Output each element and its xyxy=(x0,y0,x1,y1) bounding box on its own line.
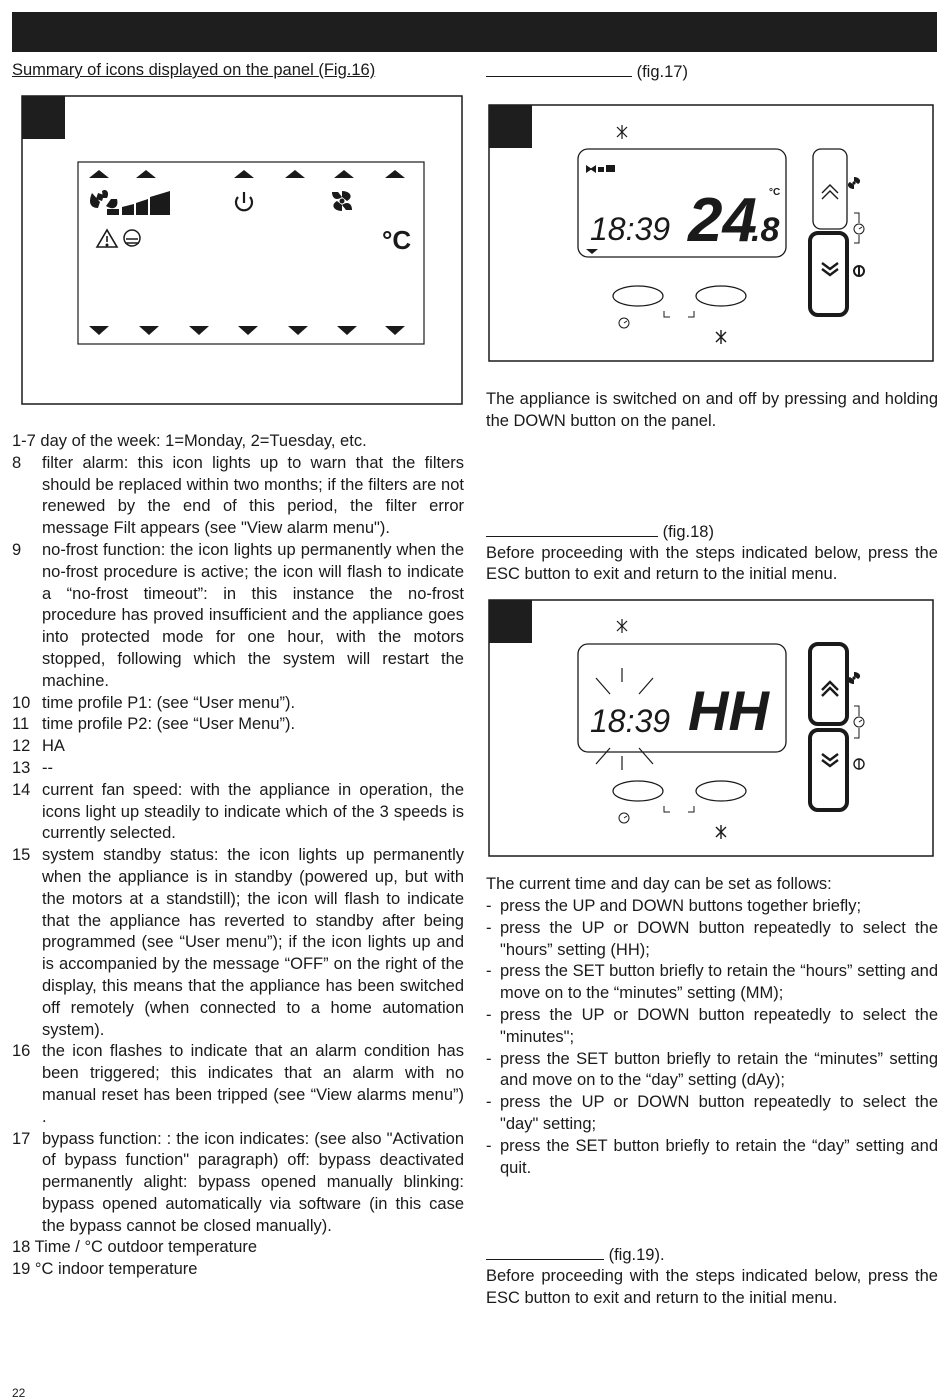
list-item: 17 bypass function: : the icon indicates: (see also "Activation of bypass function" paragraph) off: bypass deactivated permanently alight: bypass opened manually blinking: bypass opened automatically via software (in this case the bypass cannot be closed manually). xyxy=(12,1129,464,1235)
list-item: - press the UP or DOWN button repeatedly to select the "day" setting; xyxy=(486,1093,938,1133)
lcd-temperature-decimal: .8 xyxy=(751,211,780,249)
celsius-unit-label: °C xyxy=(382,225,412,255)
set-button xyxy=(613,781,663,801)
lcd-time-readout: 18:39 xyxy=(590,703,671,740)
fig18-intro: The current time and day can be set as follows: xyxy=(486,875,832,894)
fig17-panel-diagram xyxy=(486,103,938,365)
outdoor-temp-line: 18 Time / °C outdoor temperature xyxy=(12,1238,258,1257)
right-column xyxy=(486,60,938,1310)
lcd-temperature-readout: 24 xyxy=(688,186,757,255)
time-setting-steps xyxy=(486,896,938,1179)
day-of-week-line: 1-7 day of the week: 1=Monday, 2=Tuesday, etc. xyxy=(12,432,367,450)
set-button xyxy=(613,286,663,306)
list-item: 14 current fan speed: with the appliance in operation, the icons light up steadily to indicate which of the 3 speeds is currently selected. xyxy=(12,780,464,843)
list-item: 15 system standby status: the icon lights up permanently when the appliance is in standby (powered up, but with the motors at a standstill); the icon will flash to indicate that the appliance has reverted to standby after being programmed (see “User menu”); if the icon lights up and is accompanied by the message “OFF” on the right of the display, this means that the appliance has been switched off remotely (when connected to a home automation system). xyxy=(12,846,464,1039)
list-item: 8 filter alarm: this icon lights up to warn that the filters should be replaced within two months; if the filters are not renewed by the end of this period, the filter error message Filt appears (see "View alarm menu"). xyxy=(12,453,464,538)
list-item: - press the UP or DOWN button repeatedly to select the "hours” setting (HH); xyxy=(486,918,938,959)
list-item: - press the SET button briefly to retain the “hours” setting and move on to the “minutes” setting (MM); xyxy=(486,962,938,1003)
lcd-setting-readout: HH xyxy=(688,679,769,743)
fig18-pre-text: Before proceeding with the steps indicated below, press the ESC button to exit and return to the initial menu. xyxy=(486,543,938,584)
fig17-text: The appliance is switched on and off by pressing and holding the DOWN button on the panel. xyxy=(486,390,938,430)
fig18-heading: (fig.18) xyxy=(486,520,938,543)
esc-button xyxy=(696,781,746,801)
list-item: 13 -- xyxy=(12,758,53,777)
up-button xyxy=(813,149,847,229)
lcd-time-readout: 18:39 xyxy=(590,211,671,247)
icon-list xyxy=(12,453,464,1238)
down-button xyxy=(810,730,847,810)
fig16-panel-diagram xyxy=(12,95,464,409)
indoor-temp-line: 19 °C indoor temperature xyxy=(12,1260,198,1279)
list-item: - press the UP and DOWN buttons together briefly; xyxy=(486,896,862,915)
icons-summary-heading: Summary of icons displayed on the panel (Fig.16) xyxy=(12,61,376,79)
list-item: 9 no-frost function: the icon lights up permanently when the no-frost procedure is active; the icon will flash to indicate a “no-frost timeout”: in this instance the no-frost procedure has proved insufficient and the appliance goes into protected mode for one hour, with the motors stopped, following which the system will restart the machine. xyxy=(12,540,464,690)
header-bar xyxy=(12,12,937,52)
lcd-unit-label: °C xyxy=(769,187,781,198)
esc-button xyxy=(696,286,746,306)
list-item: - press the SET button briefly to retain the “minutes” setting and move on to the “day” setting (dAy); xyxy=(486,1049,938,1090)
list-item: 11 time profile P2: (see “User Menu”). xyxy=(12,715,296,734)
list-item: 10 time profile P1: (see “User menu”). xyxy=(12,693,296,712)
fig19-heading: (fig.19). xyxy=(486,1243,938,1266)
list-item: - press the UP or DOWN button repeatedly to select the "minutes"; xyxy=(486,1005,938,1046)
left-column xyxy=(12,60,464,1281)
list-item: - press the SET button briefly to retain the “day” setting and quit. xyxy=(486,1136,938,1177)
page-number: 22 xyxy=(12,1386,26,1400)
fig18-panel-diagram xyxy=(486,598,938,860)
fig19-pre-text: Before proceeding with the steps indicated below, press the ESC button to exit and return to the initial menu. xyxy=(486,1267,938,1308)
list-item: 16 the icon flashes to indicate that an alarm condition has been triggered; this indicates that an alarm with no manual reset has been tripped (see “View alarms menu”) . xyxy=(12,1042,464,1126)
list-item: 12 HA xyxy=(12,737,65,756)
fig17-heading: (fig.17) xyxy=(486,60,938,83)
